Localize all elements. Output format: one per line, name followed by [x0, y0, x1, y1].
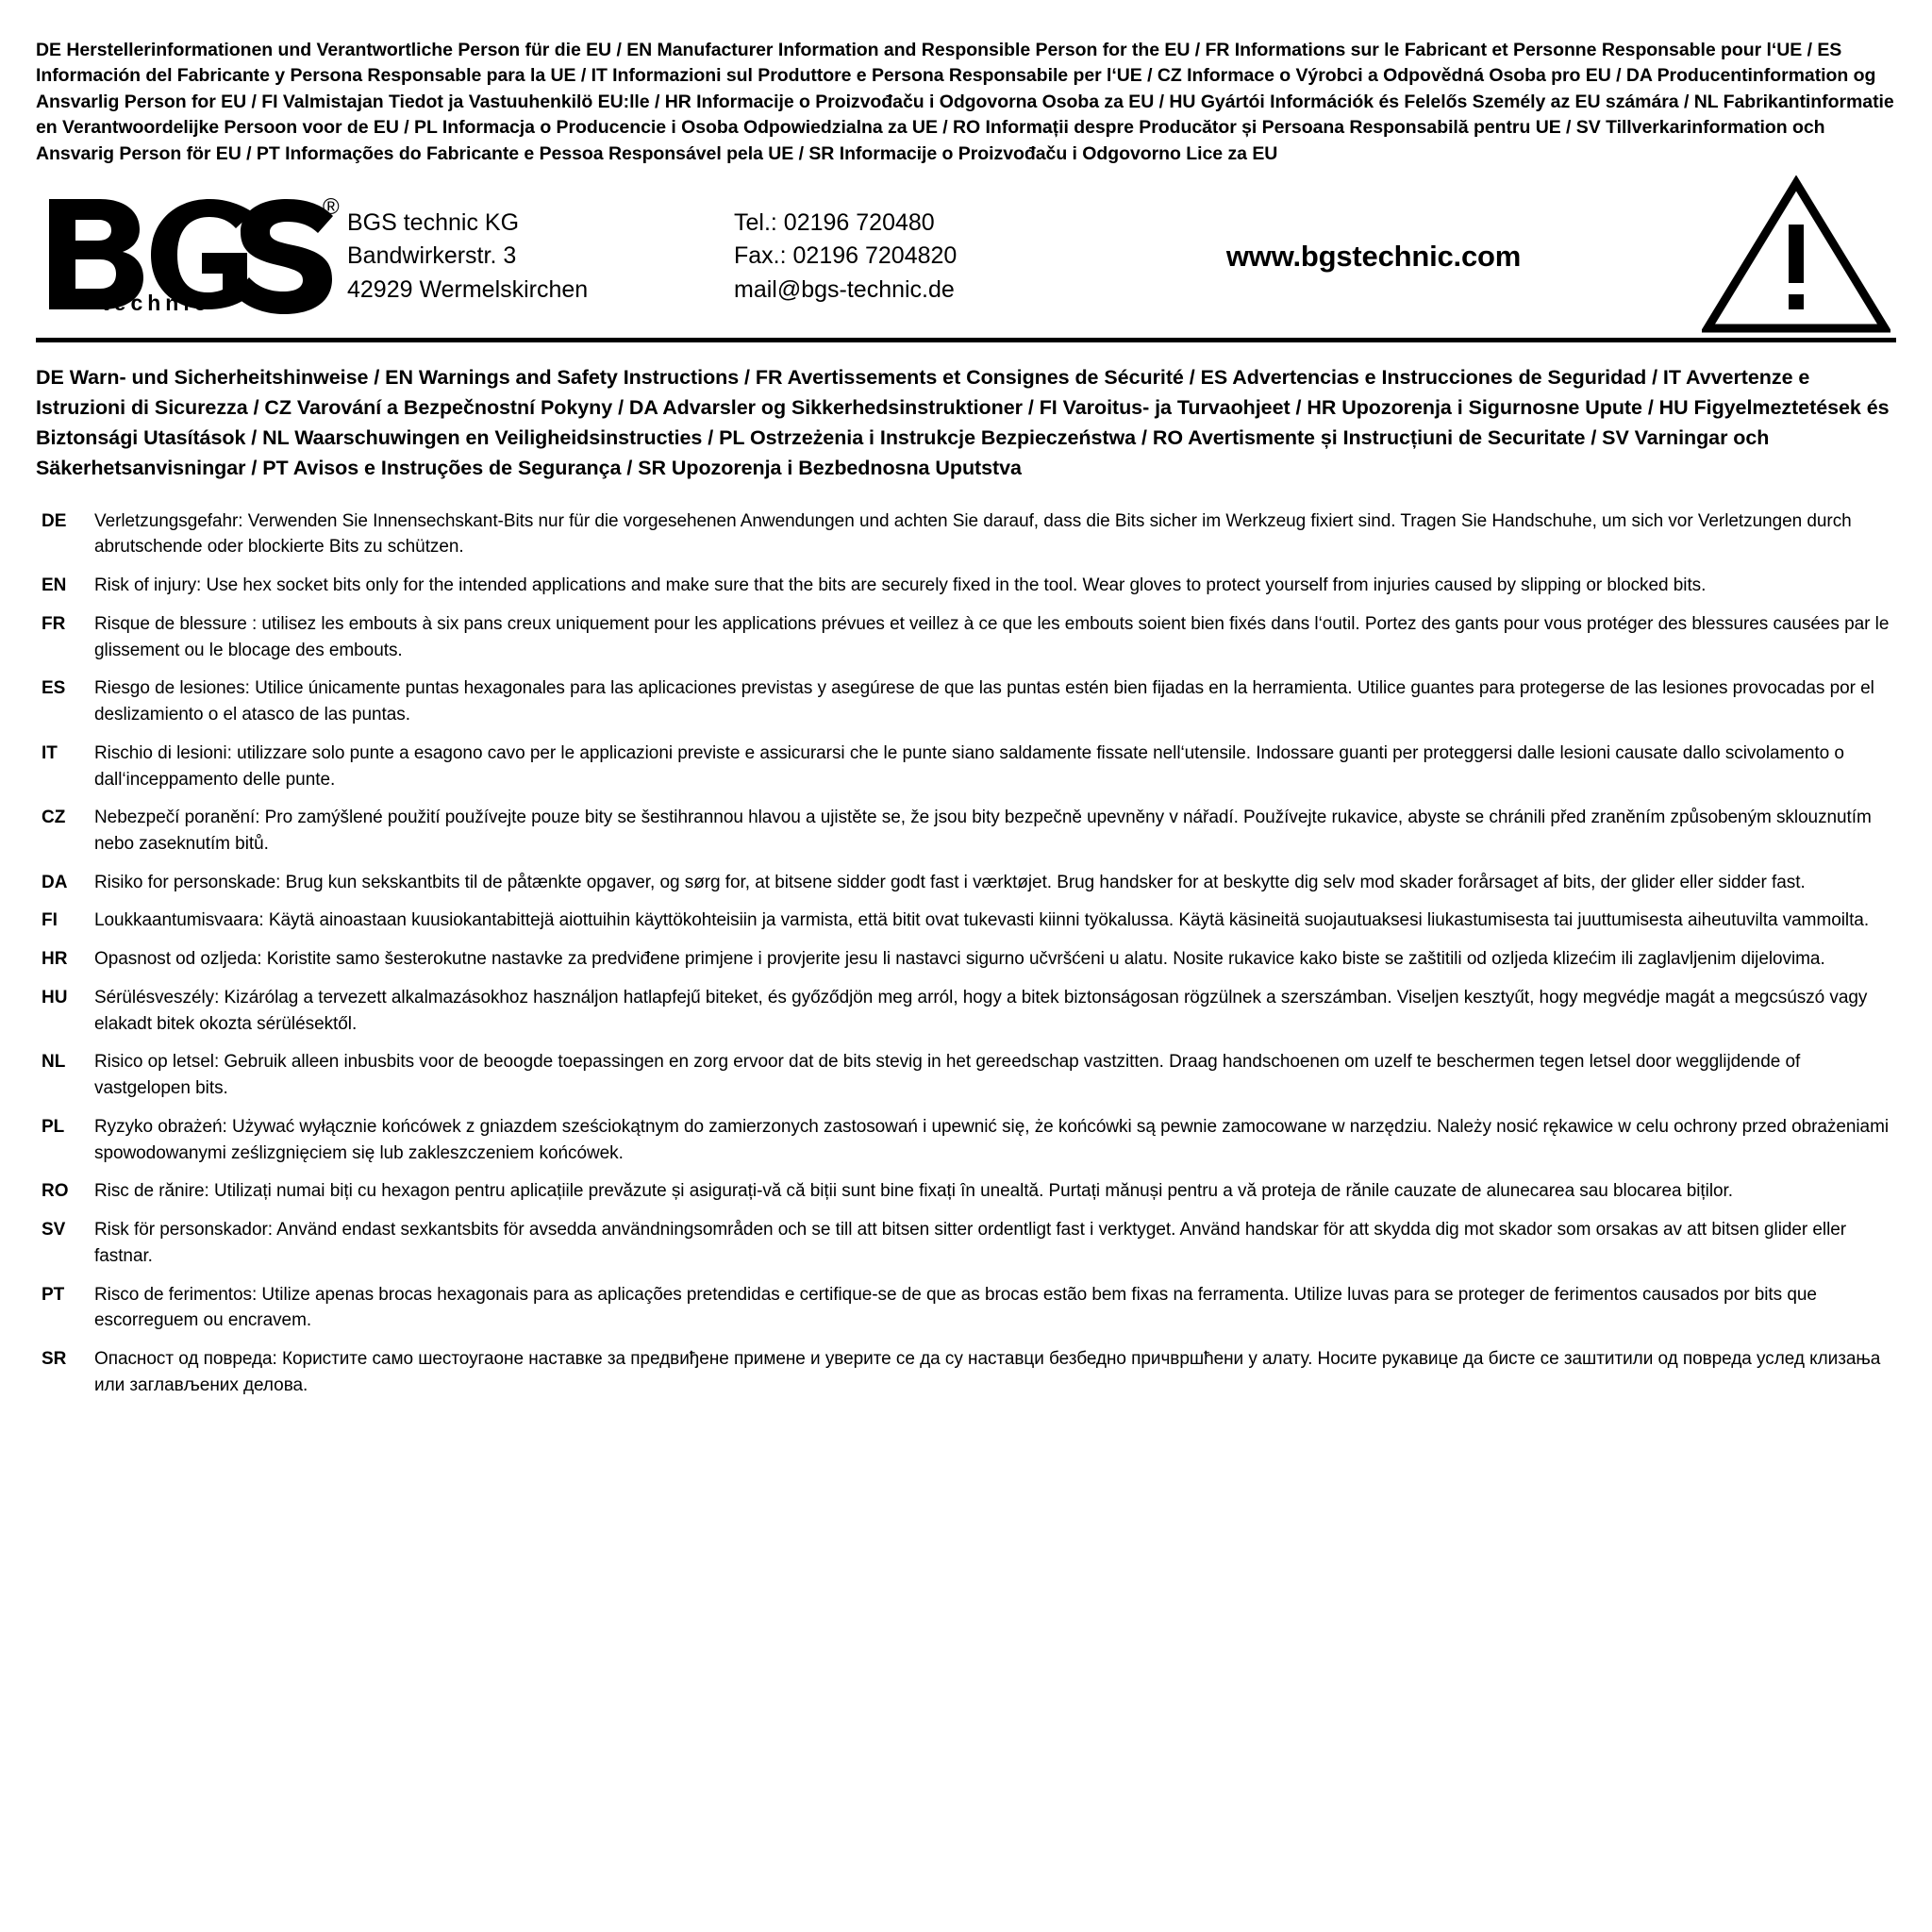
company-tel: Tel.: 02196 720480 — [734, 208, 935, 236]
warning-language-code: SV — [42, 1220, 66, 1241]
bgs-logo-graphic — [43, 193, 343, 316]
warning-text: Risque de blessure : utilisez les embouts à six pans creux uniquement pour les applications prévues et veillez à ce que les embouts soient bien fixés dans l‘outil. Portez des gants pour vous protéger des blessures causées par le glissement ou le blocage des embouts. — [94, 613, 1890, 660]
warning-language-code: IT — [42, 742, 58, 763]
warning-text: Ryzyko obrażeń: Używać wyłącznie końcówek z gniazdem sześciokątnym do zamierzonych zastosowań i upewnić się, że końcówki są pewnie zamocowane w narzędziu. Należy nosić rękawice w celu ochrony przed obrażeniami spowodowanymi ześlizgnięciem się lub zakleszczeniem końcówek. — [94, 1116, 1890, 1163]
company-contact — [734, 203, 1055, 308]
warning-language-code: HU — [42, 987, 68, 1008]
warning-text: Risc de rănire: Utilizați numai biți cu hexagon pentru aplicațiile prevăzute și asigurați-vă că biții sunt bine fixați în unealtă. Purtați mănuși pentru a vă proteja de rănile cauzate de alunecarea sau blocarea biților. — [94, 1181, 1733, 1202]
warning-row — [36, 1178, 1896, 1205]
warning-language-code: PT — [42, 1284, 65, 1305]
warning-row — [36, 611, 1896, 663]
warning-language-code: ES — [42, 678, 66, 699]
warning-language-code: EN — [42, 575, 67, 596]
warning-row — [36, 985, 1896, 1037]
warning-text: Risico op letsel: Gebruik alleen inbusbits voor de beoogde toepassingen en zorg ervoor dat de bits stevig in het gereedschap vastzitten. Draag handschoenen om uzelf te beschermen tegen letsel door wegglijdende of vastgelopen bits. — [94, 1052, 1801, 1099]
warning-language-code: NL — [42, 1052, 66, 1073]
warning-language-code: PL — [42, 1116, 65, 1137]
warning-row — [36, 741, 1896, 792]
warning-text: Risco de ferimentos: Utilize apenas brocas hexagonais para as aplicações pretendidas e certifique-se de que as brocas estão bem fixas na ferramenta. Utilize luvas para se proteger de ferimentos causados por bits que escorreguem ou encravem. — [94, 1284, 1817, 1331]
warning-triangle-icon — [1692, 175, 1896, 334]
warning-row — [36, 508, 1896, 560]
manufacturer-info-heading: DE Herstellerinformationen und Verantwortliche Person für die EU / EN Manufacturer Information and Responsible Person for the EU / FR Informations sur le Fabricant et Personne Responsable pour l‘UE / ES Información del Fabricante y Persona Responsable para la UE / IT Informazioni sul Produttore e Persona Responsabile per l‘UE / CZ Informace o Výrobci a Odpovědná Osoba pro EU / DA Producentinformation og Ansvarlig Person for EU / FI Valmistajan Tiedot ja Vastuuhenkilö EU:lle / HR Informacije o Proizvođaču i Odgovorna Osoba za EU / HU Gyártói Információk és Felelős Személy az EU számára / NL Fabrikantinformatie en Verantwoordelijke Persoon voor de EU / PL Informacja o Producencie i Osoba Odpowiedzialna za UE / RO Informații despre Producător și Persoana Responsabilă pentru UE / SV Tillverkarinformation och Ansvarig Person för EU / PT Informações do Fabricante e Pessoa Responsável pela UE / SR Informacije o Proizvođaču i Odgovorno Lice za EU — [36, 40, 1894, 164]
warning-text: Opasnost od ozljeda: Koristite samo šesterokutne nastavke za predviđene primjene i provjerite jesu li nastavci sigurno učvršćeni u alatu. Nosite rukavice kako biste se zaštitili od ozljeda klizećim ili zaglavljenim dijelovima. — [94, 949, 1825, 970]
warning-language-code: DA — [42, 872, 68, 892]
company-street: Bandwirkerstr. 3 — [347, 242, 517, 270]
warning-language-code: RO — [42, 1181, 69, 1202]
warning-row — [36, 946, 1896, 973]
safety-warnings-list — [36, 508, 1896, 1399]
warning-row — [36, 1049, 1896, 1101]
company-email: mail@bgs-technic.de — [734, 275, 955, 303]
warning-row — [36, 675, 1896, 727]
warning-text: Опасност од повреда: Користите само шестоугаоне наставке за предвиђене примене и уверите се да су наставци безбедно причвршћени у алату. Носите рукавице да бисте се заштитили од повреда услед клизања или заглављених делова. — [94, 1349, 1881, 1395]
company-city: 42929 Wermelskirchen — [347, 275, 589, 303]
warning-text: Loukkaantumisvaara: Käytä ainoastaan kuusiokantabittejä aiottuihin käyttökohteisiin ja varmista, että bitit ovat tukevasti kiinni työkalussa. Käytä käsineitä suojautuaksesi liukastumisesta tai juuttumisesta aiheutuvilta vammoilta. — [94, 910, 1870, 931]
warning-row — [36, 1217, 1896, 1269]
registered-mark: ® — [323, 193, 340, 220]
warning-text: Verletzungsgefahr: Verwenden Sie Innensechskant-Bits nur für die vorgesehenen Anwendungen und achten Sie darauf, dass die Bits sicher im Werkzeug fixiert sind. Tragen Sie Handschuhe, um sich vor Verletzungen durch abrutschende oder blockierte Bits zu schützen. — [94, 510, 1852, 558]
warning-language-code: DE — [42, 510, 67, 531]
company-name: BGS technic KG — [347, 208, 520, 236]
warning-language-code: CZ — [42, 808, 66, 828]
warning-row — [36, 1346, 1896, 1398]
warning-row — [36, 870, 1896, 896]
warning-row — [36, 1282, 1896, 1334]
warning-text: Risiko for personskade: Brug kun sekskantbits til de påtænkte opgaver, og sørg for, at bitsene sidder godt fast i værktøjet. Brug handsker for at beskytte dig selv mod skader forårsaget af bits, der glider eller sidder fast. — [94, 872, 1806, 892]
company-address — [347, 203, 734, 308]
warning-text: Riesgo de lesiones: Utilice únicamente puntas hexagonales para las aplicaciones previstas y asegúrese de que las puntas estén bien fijadas en la herramienta. Utilice guantes para protegerse de las lesiones provocadas por el deslizamiento o el atasco de las puntas. — [94, 678, 1874, 725]
warning-row — [36, 573, 1896, 599]
warning-text: Sérülésveszély: Kizárólag a tervezett alkalmazásokhoz használjon hatlapfejű biteket, és győződjön meg arról, hogy a bitek biztonságosan rögzülnek a szerszámban. Viseljen kesztyűt, hogy megvédje magát a megcsúszó vagy elakadt bitek okozta sérülésektől. — [94, 987, 1868, 1034]
company-website: www.bgstechnic.com — [1225, 239, 1522, 273]
warning-row — [36, 1114, 1896, 1166]
bgs-logo-subtext: technic — [102, 290, 211, 315]
warning-text: Nebezpečí poranění: Pro zamýšlené použití používejte pouze bity se šestihrannou hlavou a ujistěte se, že jsou bity bezpečně upevněny v nářadí. Používejte rukavice, abyste se chránili před zraněním způsobeným sklouznutím nebo zaseknutím bitů. — [94, 808, 1872, 855]
warning-text: Rischio di lesioni: utilizzare solo punte a esagono cavo per le applicazioni previste e assicurarsi che le punte siano saldamente fissate nell‘utensile. Indossare guanti per proteggersi dalle lesioni causate dallo scivolamento o dall‘inceppamento delle punte. — [94, 742, 1844, 790]
warning-row — [36, 805, 1896, 857]
warning-language-code: HR — [42, 949, 68, 970]
warning-language-code: FI — [42, 910, 58, 931]
company-band — [36, 184, 1896, 342]
warning-triangle-graphic — [1702, 175, 1890, 334]
safety-instructions-heading: DE Warn- und Sicherheitshinweise / EN Warnings and Safety Instructions / FR Avertissements et Consignes de Sécurité / ES Advertencias e Instrucciones de Seguridad / IT Avvertenze e Istruzioni di Sicurezza / CZ Varování a Bezpečnostní Pokyny / DA Advarsler og Sikkerhedsinstruktioner / FI Varoitus- ja Turvaohjeet / HR Upozorenja i Sigurnosne Upute / HU Figyelmeztetések és Biztonsági Utasítások / NL Waarschuwingen en Veiligheidsinstructies / PL Ostrzeżenia i Instrukcje Bezpieczeństwa / RO Avertismente și Instrucțiuni de Securitate / SV Varningar och Säkerhetsanvisningar / PT Avisos e Instruções de Segurança / SR Upozorenja i Bezbednosna Uputstva — [36, 366, 1890, 479]
bgs-logo — [36, 193, 347, 316]
warning-row — [36, 908, 1896, 934]
company-fax: Fax.: 02196 7204820 — [734, 242, 958, 270]
warning-language-code: SR — [42, 1349, 67, 1370]
warning-text: Risk för personskador: Använd endast sexkantsbits för avsedda användningsområden och se till att bitsen sitter ordentligt fast i verktyget. Använd handskar för att skydda dig mot skador som orsakas av att bitsen glider eller fastnar. — [94, 1220, 1847, 1266]
warning-language-code: FR — [42, 613, 66, 634]
warning-text: Risk of injury: Use hex socket bits only for the intended applications and make sure that the bits are securely fixed in the tool. Wear gloves to protect yourself from injuries caused by slipping or blocked bits. — [94, 575, 1707, 596]
